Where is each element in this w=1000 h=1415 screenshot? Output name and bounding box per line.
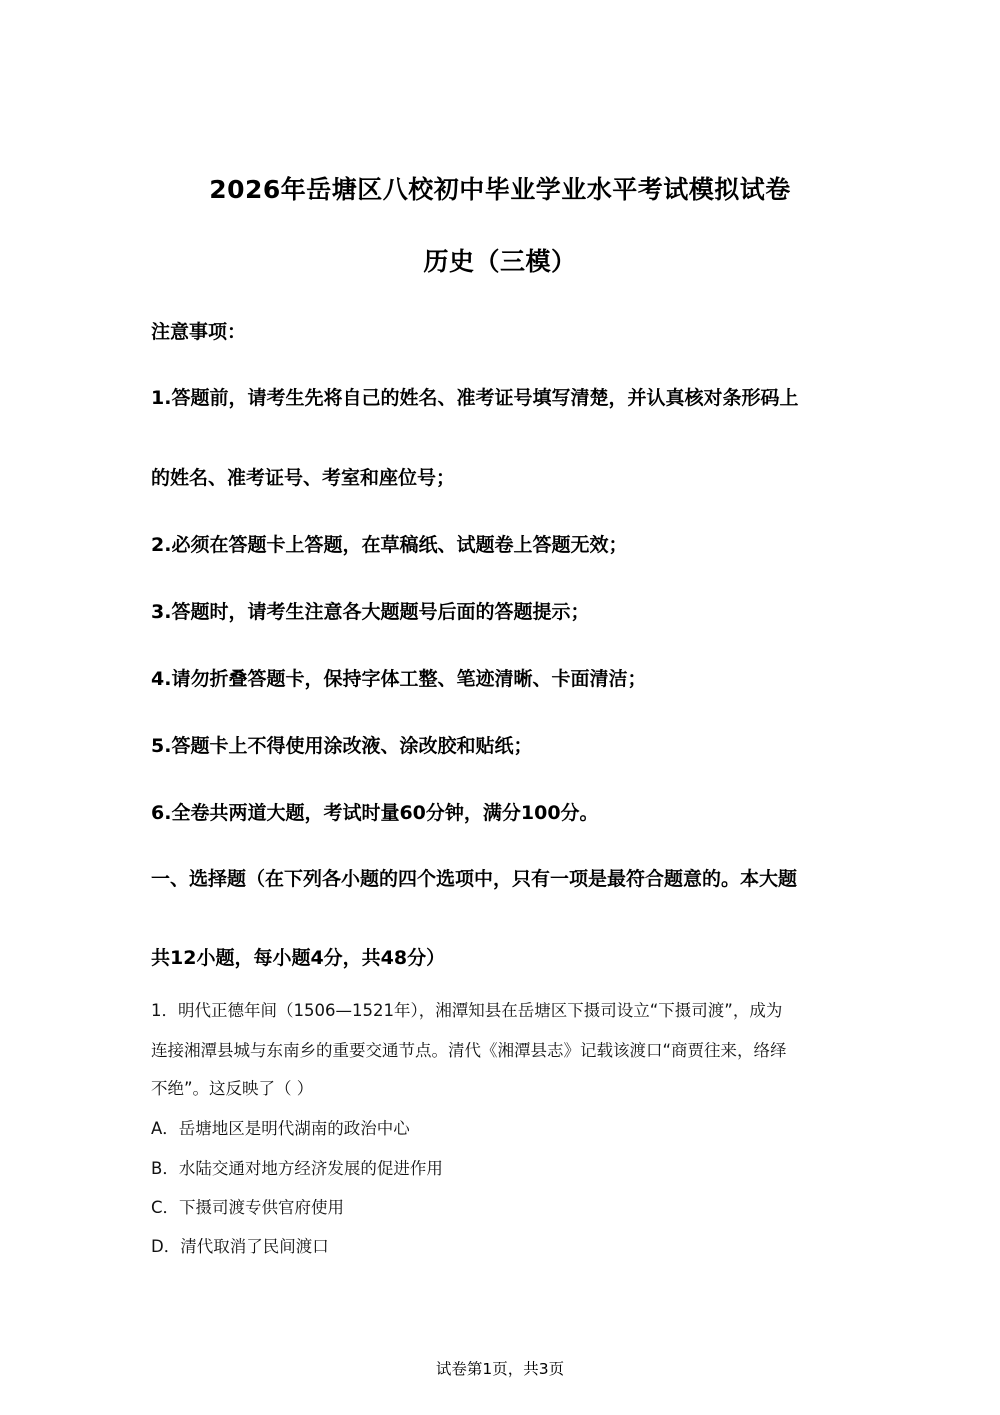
- notice-item: 4.请勿折叠答题卡，保持字体工整、笔迹清晰、卡面清洁；: [151, 668, 647, 690]
- option-a: A．岳塘地区是明代湖南的政治中心: [151, 1119, 410, 1138]
- option-b: B．水陆交通对地方经济发展的促进作用: [151, 1159, 443, 1178]
- option-d: D．清代取消了民间渡口: [151, 1237, 329, 1256]
- notice-item: 的姓名、准考证号、考室和座位号；: [151, 467, 456, 489]
- question-text: 1．明代正德年间（1506—1521年），湘潭知县在岳塘区下摄司设立“下摄司渡”，成为: [151, 1001, 783, 1020]
- section-heading-cont: 共12小题，每小题4分，共48分）: [151, 947, 446, 969]
- question-text: 连接湘潭县城与东南乡的重要交通节点。清代《湘潭县志》记载该渡口“商贾往来，络绎: [151, 1041, 787, 1060]
- page-footer: 试卷第1页，共3页: [435, 1360, 565, 1378]
- notice-item: 2.必须在答题卡上答题，在草稿纸、试题卷上答题无效；: [151, 534, 628, 556]
- exam-subtitle: 历史（三模）: [423, 247, 577, 276]
- notice-item: 1.答题前，请考生先将自己的姓名、准考证号填写清楚，并认真核对条形码上: [151, 387, 799, 409]
- notice-item: 5.答题卡上不得使用涂改液、涂改胶和贴纸；: [151, 735, 533, 757]
- section-heading: 一、选择题（在下列各小题的四个选项中，只有一项是最符合题意的。本大题: [151, 868, 798, 890]
- notice-item: 3.答题时，请考生注意各大题题号后面的答题提示；: [151, 601, 590, 623]
- notice-heading: 注意事项：: [151, 321, 247, 343]
- notice-item: 6.全卷共两道大题，考试时量60分钟，满分100分。: [151, 802, 599, 824]
- option-c: C．下摄司渡专供官府使用: [151, 1198, 345, 1217]
- question-text: 不绝”。这反映了（ ）: [151, 1079, 314, 1098]
- exam-title: 2026年岳塘区八校初中毕业学业水平考试模拟试卷: [209, 175, 791, 204]
